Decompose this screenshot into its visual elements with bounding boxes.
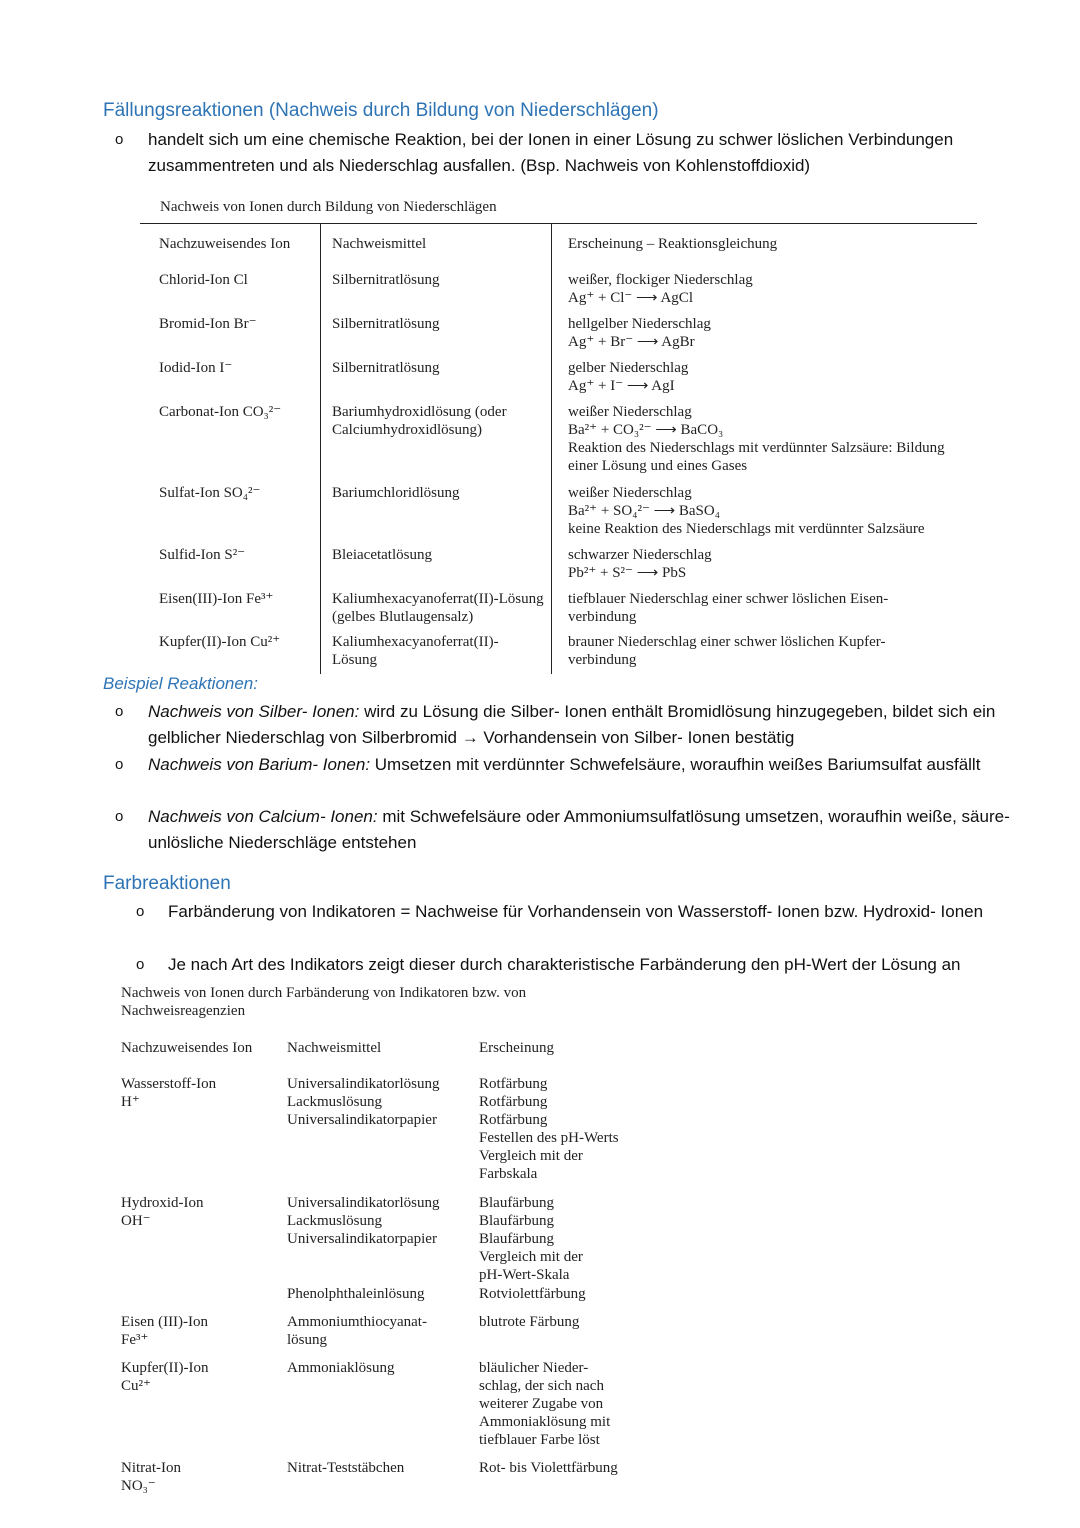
table-cell-erscheinung: Blaufärbung Blaufärbung Blaufärbung Vergleich mit der pH-Wert-Skala [479,1195,583,1283]
table-cell-erscheinung: Rot- bis Violettfärbung [479,1460,618,1476]
reaction-equation: Ag⁺ + Cl⁻ ⟶ AgCl [568,290,693,306]
table-cell-erscheinung [568,359,968,395]
bullet-marker: o [115,131,124,148]
table-cell-erscheinung: tiefblauer Niederschlag einer schwer löslichen Eisen-verbindung [568,591,889,625]
table-cell-ion: Kupfer(II)-Ion Cu²⁺ [159,634,281,650]
table-cell-mittel: Kaliumhexacyanoferrat(II)-Lösung (gelbes Blutlaugensalz) [332,591,544,625]
table-cell-ion: Bromid-Ion Br⁻ [159,316,257,332]
table-cell-erscheinung [568,271,968,307]
table-cell-mittel: Nitrat-Teststäbchen [287,1460,405,1476]
beispiel-lead: Nachweis von Barium- Ionen: [148,755,371,774]
table-cell-erscheinung [568,546,968,582]
erscheinung-extra: Reaktion des Niederschlags mit verdünnter Salzsäure: Bildung einer Lösung und eines Gases [568,440,945,474]
reaction-equation: Ag⁺ + Br⁻ ⟶ AgBr [568,334,695,350]
bullet-marker: o [136,903,145,920]
table-niederschlaege [140,223,977,674]
table-cell-ion: Kupfer(II)-Ion Cu²⁺ [121,1360,209,1394]
column-divider [320,224,321,674]
table-cell-erscheinung: bläulicher Nieder- schlag, der sich nach weiterer Zugabe von Ammoniaklösung mit tiefblauer Farbe löst [479,1360,611,1448]
table-cell-erscheinung: Rotviolettfärbung [479,1286,586,1302]
beispiel-item [115,804,1015,856]
bullet-definition [115,127,1025,179]
bullet-text: Je nach Art des Indikators zeigt dieser durch charakteristische Farbänderung den pH-Wert der Lösung an [168,955,961,974]
beispiel-title: Beispiel Reaktionen: [103,674,258,693]
table-cell-erscheinung: Rotfärbung Rotfärbung Rotfärbung Festellen des pH-Werts Vergleich mit der Farbskala [479,1076,619,1182]
erscheinung-text: gelber Niederschlag [568,360,689,376]
header-erscheinung: Erscheinung [479,1040,554,1056]
table-cell-ion: Eisen(III)-Ion Fe³⁺ [159,591,274,607]
section-title-faellungsreaktionen: Fällungsreaktionen (Nachweis durch Bildung von Niederschlägen) [103,100,659,121]
table1-caption: Nachweis von Ionen durch Bildung von Niederschlägen [160,199,497,215]
bullet-farbaenderung [136,899,1016,925]
erscheinung-text: weißer Niederschlag [568,404,692,420]
table-cell-mittel: Phenolphthaleinlösung [287,1286,425,1302]
header-nachweismittel: Nachweismittel [332,236,427,252]
table-cell-mittel: Universalindikatorlösung Lackmuslösung Universalindikatorpapier [287,1076,440,1128]
beispiel-text: mit Schwefelsäure oder Ammoniumsulfatlösung umsetzen, woraufhin weiße, säure-unlösliche Niederschläge entstehen [148,807,1010,852]
erscheinung-extra: keine Reaktion des Niederschlags mit verdünnter Salzsäure [568,521,925,537]
table-cell-erscheinung [568,403,968,475]
table-cell-ion: Chlorid-Ion Cl [159,272,248,288]
header-ion: Nachzuweisendes Ion [159,236,291,252]
reaction-equation: Ag⁺ + I⁻ ⟶ AgI [568,378,675,394]
bullet-marker: o [136,956,145,973]
bullet-text: handelt sich um eine chemische Reaktion, bei der Ionen in einer Lösung zu schwer löslichen Verbindungen zusammentreten und als Niederschlag ausfallen. (Bsp. Nachweis von Kohlenstoffdioxid) [148,130,954,175]
beispiel-text: wird zu Lösung die Silber- Ionen enthält Bromidlösung hinzugegeben, bildet sich ein gelblicher Niederschlag von Silberbromid → Vorhandensein von Silber- Ionen bestätig [148,702,996,747]
header-ion: Nachzuweisendes Ion [121,1040,253,1056]
table-cell-mittel: Bariumhydroxidlösung (oder Calciumhydroxidlösung) [332,404,507,438]
table-cell-mittel: Ammoniumthiocyanat- lösung [287,1314,427,1348]
table-cell-mittel: Ammoniaklösung [287,1360,395,1376]
table-cell-ion: Carbonat-Ion CO₃²⁻ [159,404,282,420]
beispiel-lead: Nachweis von Calcium- Ionen: [148,807,378,826]
beispiel-text: Umsetzen mit verdünnter Schwefelsäure, woraufhin weißes Bariumsulfat ausfällt [370,755,981,774]
table-cell-mittel: Silbernitratlösung [332,316,440,332]
reaction-equation: Ba²⁺ + CO₃²⁻ ⟶ BaCO₃ [568,422,724,438]
bullet-marker: o [115,756,124,773]
table-cell-ion: Iodid-Ion I⁻ [159,360,233,376]
bullet-marker: o [115,703,124,720]
header-nachweismittel: Nachweismittel [287,1040,382,1056]
bullet-marker: o [115,808,124,825]
table-cell-ion: Sulfat-Ion SO₄²⁻ [159,485,261,501]
table-cell-mittel: Kaliumhexacyanoferrat(II)-Lösung [332,634,499,668]
reaction-equation: Pb²⁺ + S²⁻ ⟶ PbS [568,565,687,581]
column-divider [551,224,552,674]
table-cell-mittel: Bleiacetatlösung [332,547,432,563]
bullet-indikator [136,952,1056,978]
table-cell-ion: Wasserstoff-Ion H⁺ [121,1076,217,1110]
header-erscheinung: Erscheinung – Reaktionsgleichung [568,236,778,252]
table-cell-ion: Sulfid-Ion S²⁻ [159,547,246,563]
table-cell-mittel: Universalindikatorlösung Lackmuslösung Universalindikatorpapier [287,1195,440,1247]
table-cell-erscheinung: brauner Niederschlag einer schwer löslichen Kupfer-verbindung [568,634,886,668]
beispiel-lead: Nachweis von Silber- Ionen: [148,702,360,721]
erscheinung-text: schwarzer Niederschlag [568,547,712,563]
table-cell-erscheinung [568,484,973,538]
table-cell-ion: Hydroxid-Ion OH⁻ [121,1195,204,1229]
beispiel-item [115,752,1015,778]
table-cell-erscheinung: blutrote Färbung [479,1314,580,1330]
beispiel-item [115,699,1015,751]
section-title-farbreaktionen: Farbreaktionen [103,873,231,894]
table-cell-erscheinung [568,315,968,351]
bullet-text: Farbänderung von Indikatoren = Nachweise für Vorhandensein von Wasserstoff- Ionen bzw. Hydroxid- Ionen [168,902,984,921]
table2-caption: Nachweis von Ionen durch Farbänderung von Indikatoren bzw. von Nachweisreagenzien [121,985,527,1019]
erscheinung-text: hellgelber Niederschlag [568,316,711,332]
reaction-equation: Ba²⁺ + SO₄²⁻ ⟶ BaSO₄ [568,503,720,519]
table-cell-mittel: Silbernitratlösung [332,360,440,376]
table-cell-mittel: Bariumchloridlösung [332,485,460,501]
table-cell-ion: Nitrat-Ion NO₃⁻ [121,1460,181,1494]
table-cell-ion: Eisen (III)-Ion Fe³⁺ [121,1314,209,1348]
erscheinung-text: weißer Niederschlag [568,485,692,501]
erscheinung-text: weißer, flockiger Niederschlag [568,272,753,288]
table-cell-mittel: Silbernitratlösung [332,272,440,288]
